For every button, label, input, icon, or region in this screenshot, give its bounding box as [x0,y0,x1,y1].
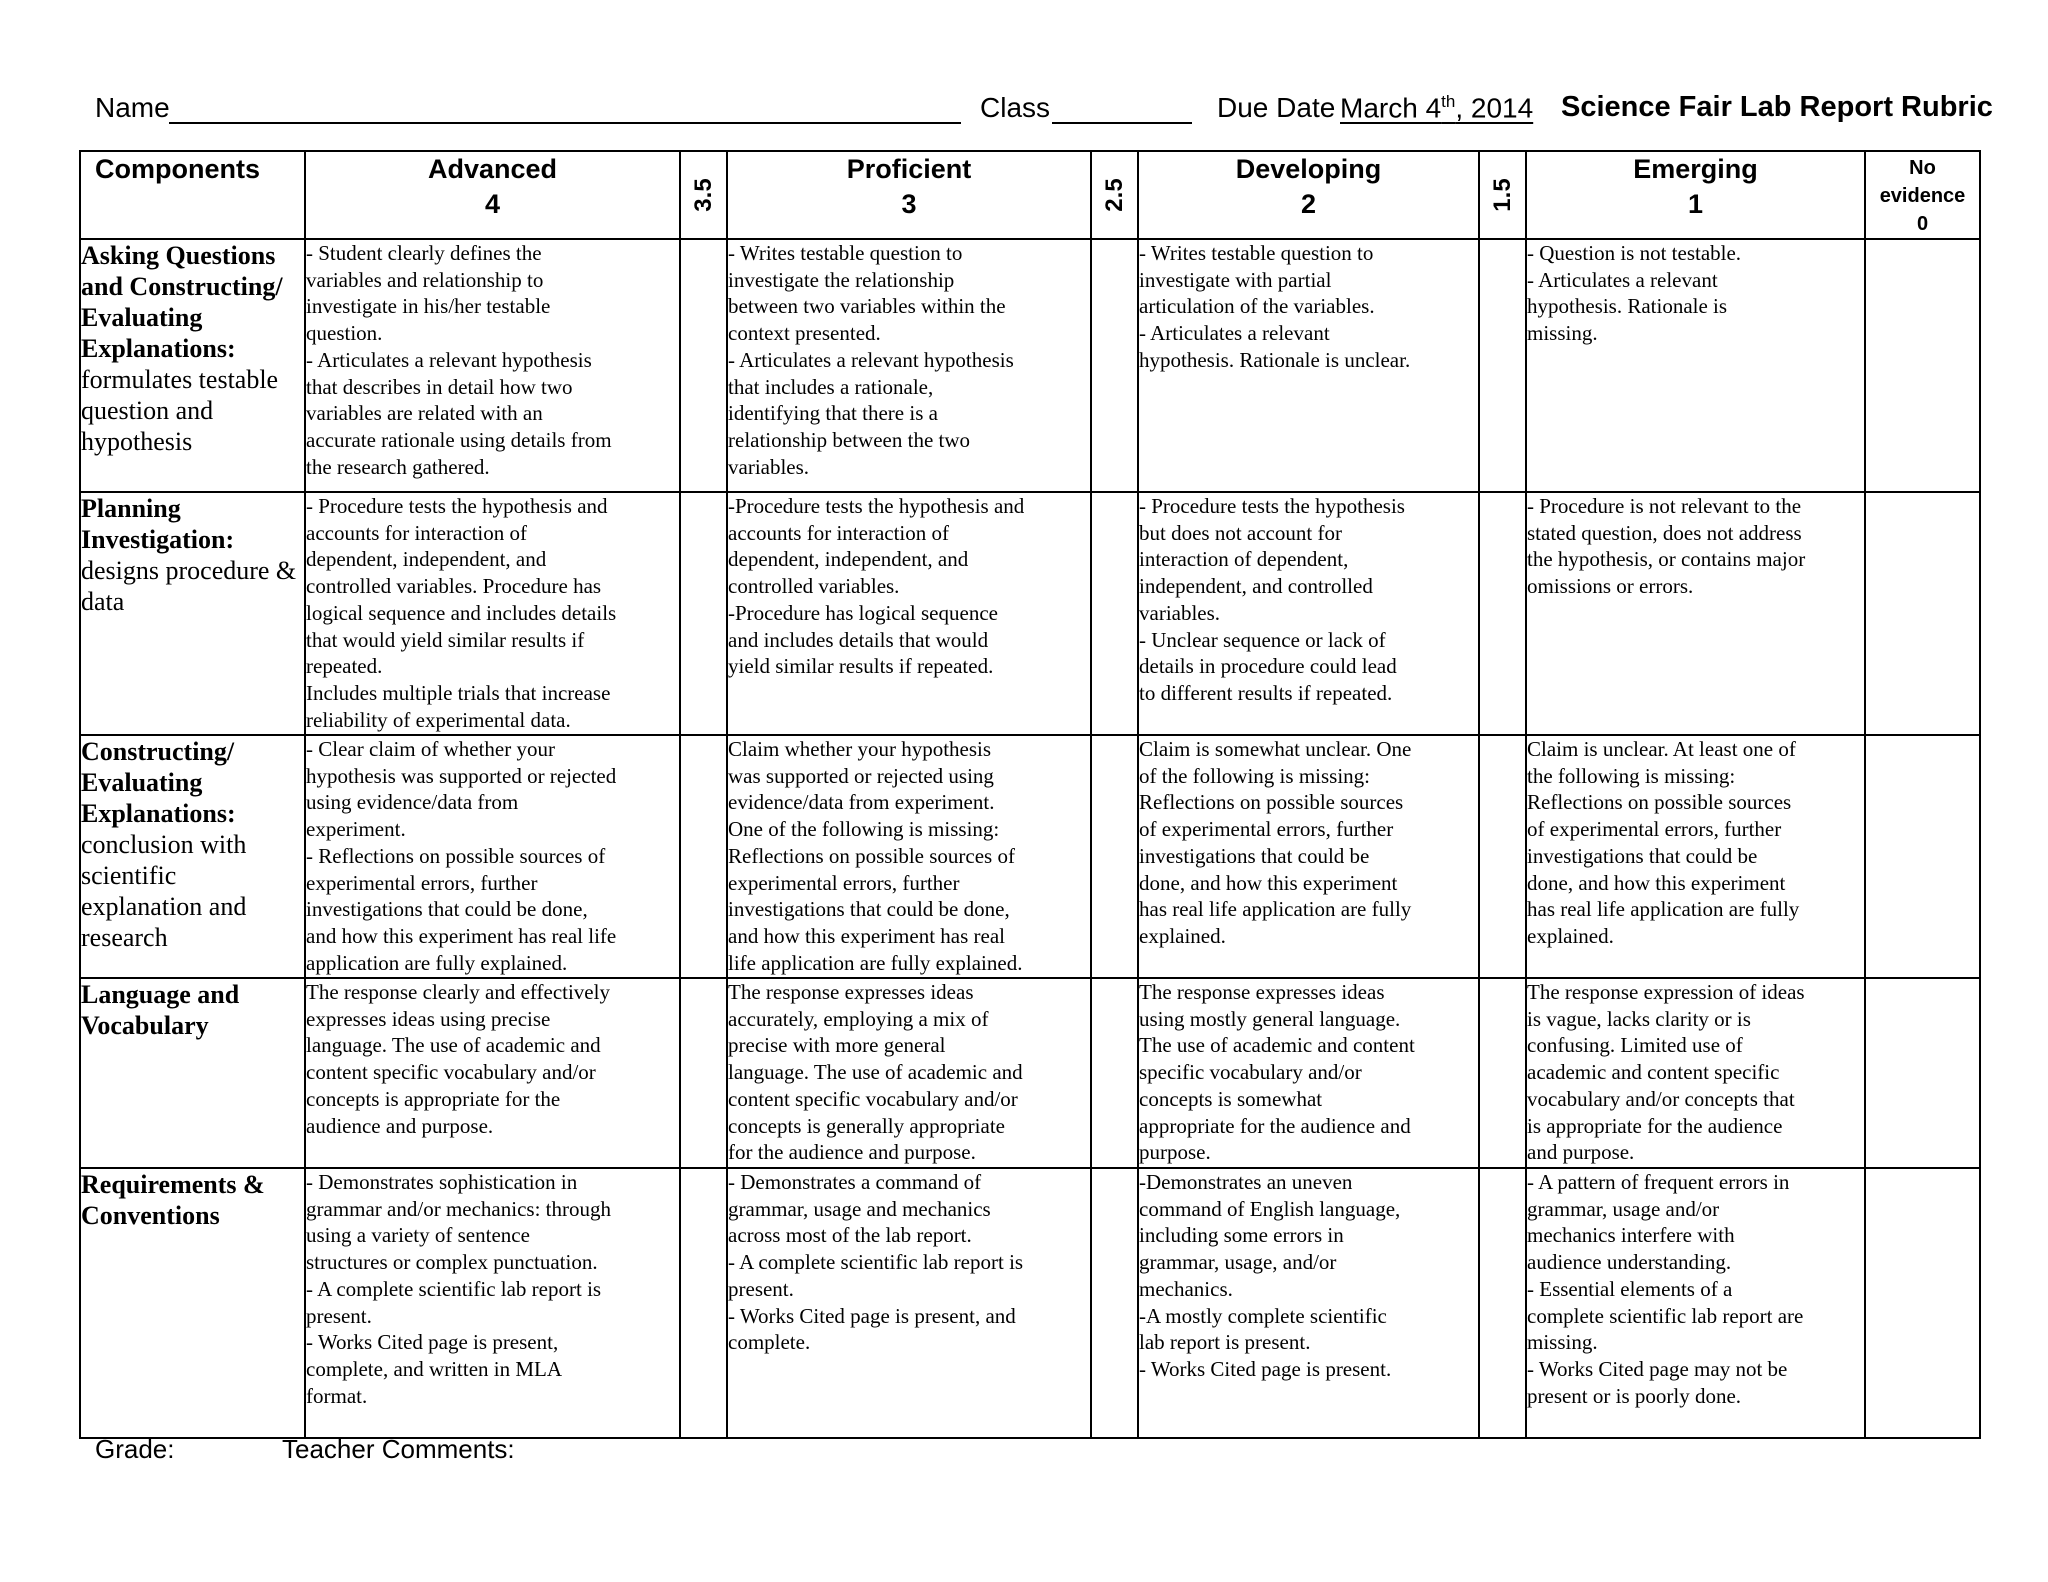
no-evidence-cell[interactable] [1865,239,1980,492]
no-evidence-cell[interactable] [1865,735,1980,978]
header-row [80,151,1980,239]
advanced-cell: - Student clearly defines the variables and relationship to investigate in his/her testable question. - Articulates a relevant hypothesis that describes in detail how two variables are related with an accurate rationale using details from the research gathered. [305,239,680,492]
teacher-comments-label: Teacher Comments: [282,1434,515,1464]
proficient-cell: The response expresses ideas accurately, employing a mix of precise with more general language. The use of academic and content specific vocabulary and/or concepts is generally appropriate for the audience and purpose. [727,978,1091,1168]
proficient-header: Proficient 3 [727,151,1091,239]
no-evidence-cell[interactable] [1865,492,1980,735]
rubric-row-planning [80,492,1980,735]
component-cell: Planning Investigation: designs procedure & data [80,492,305,735]
rubric-row-language [80,978,1980,1168]
emerging-header: Emerging 1 [1526,151,1865,239]
grade-label: Grade: [95,1434,175,1464]
no-evidence-cell[interactable] [1865,978,1980,1168]
developing-cell: The response expresses ideas using mostly general language. The use of academic and content specific vocabulary and/or concepts is somewhat appropriate for the audience and purpose. [1138,978,1479,1168]
component-cell: Language and Vocabulary [80,978,305,1168]
developing-cell: -Demonstrates an uneven command of English language, including some errors in grammar, usage, and/or mechanics. -A mostly complete scientific lab report is present. - Works Cited page is present. [1138,1168,1479,1438]
score-1-5-cell[interactable] [1479,735,1526,978]
score-3-5-cell[interactable] [680,492,727,735]
advanced-cell: - Procedure tests the hypothesis and accounts for interaction of dependent, independent, and controlled variables. Procedure has logical sequence and includes details that would yield similar results if repeated. Includes multiple trials that increase reliability of experimental data. [305,492,680,735]
name-label: Name [95,92,170,123]
score-2-5-cell[interactable] [1091,239,1138,492]
component-cell: Requirements & Conventions [80,1168,305,1438]
advanced-cell: - Clear claim of whether your hypothesis was supported or rejected using evidence/data from experiment. - Reflections on possible sources of experimental errors, further investigations that could be done, and how this experiment has real life application are fully explained. [305,735,680,978]
score-1-5-cell[interactable] [1479,239,1526,492]
due-date-value: March 4th, 2014 [1340,92,1534,124]
class-label: Class [980,92,1051,123]
name-field[interactable] [169,122,961,124]
rubric-row-questions [80,239,1980,492]
developing-cell: - Procedure tests the hypothesis but does not account for interaction of dependent, independent, and controlled variables. - Unclear sequence or lack of details in procedure could lead to different results if repeated. [1138,492,1479,735]
no-evidence-header: No evidence 0 [1865,151,1980,239]
score-3-5-cell[interactable] [680,978,727,1168]
advanced-header: Advanced 4 [305,151,680,239]
component-cell: Asking Questions and Constructing/ Evaluating Explanations: formulates testable question and hypothesis [80,239,305,492]
score-3-5-cell[interactable] [680,735,727,978]
advanced-cell: - Demonstrates sophistication in grammar and/or mechanics: through using a variety of sentence structures or complex punctuation. - A complete scientific lab report is present. - Works Cited page is present, complete, and written in MLA format. [305,1168,680,1438]
score-2-5-cell[interactable] [1091,978,1138,1168]
developing-cell: Claim is somewhat unclear. One of the following is missing: Reflections on possible sources of experimental errors, further investigations that could be done, and how this experiment has real life application are fully explained. [1138,735,1479,978]
score-1-5-cell[interactable] [1479,1168,1526,1438]
proficient-cell: -Procedure tests the hypothesis and accounts for interaction of dependent, independent, and controlled variables. -Procedure has logical sequence and includes details that would yield similar results if repeated. [727,492,1091,735]
page-title: Science Fair Lab Report Rubric [1561,91,1993,123]
proficient-cell: Claim whether your hypothesis was supported or rejected using evidence/data from experiment. One of the following is missing: Reflections on possible sources of experimental errors, further investigations that could be done, and how this experiment has real life application are fully explained. [727,735,1091,978]
class-field[interactable] [1052,122,1192,124]
emerging-cell: - Procedure is not relevant to the stated question, does not address the hypothesis, or contains major omissions or errors. [1526,492,1865,735]
page-header [95,91,1993,136]
component-cell: Constructing/ Evaluating Explanations: conclusion with scientific explanation and research [80,735,305,978]
score-2-5-header: 2.5 [1091,151,1138,239]
developing-header: Developing 2 [1138,151,1479,239]
score-3-5-cell[interactable] [680,1168,727,1438]
advanced-cell: The response clearly and effectively expresses ideas using precise language. The use of academic and content specific vocabulary and/or concepts is appropriate for the audience and purpose. [305,978,680,1168]
score-1-5-cell[interactable] [1479,492,1526,735]
emerging-cell: - Question is not testable. - Articulates a relevant hypothesis. Rationale is missing. [1526,239,1865,492]
score-3-5-cell[interactable] [680,239,727,492]
score-2-5-cell[interactable] [1091,1168,1138,1438]
emerging-cell: - A pattern of frequent errors in grammar, usage and/or mechanics interfere with audience understanding. - Essential elements of a complete scientific lab report are missing. - Works Cited page may not be present or is poorly done. [1526,1168,1865,1438]
proficient-cell: - Demonstrates a command of grammar, usage and mechanics across most of the lab report. - A complete scientific lab report is present. - Works Cited page is present, and complete. [727,1168,1091,1438]
emerging-cell: The response expression of ideas is vague, lacks clarity or is confusing. Limited use of academic and content specific vocabulary and/or concepts that is appropriate for the audience and purpose. [1526,978,1865,1168]
emerging-cell: Claim is unclear. At least one of the following is missing: Reflections on possible sources of experimental errors, further investigations that could be done, and how this experiment has real life application are fully explained. [1526,735,1865,978]
score-2-5-cell[interactable] [1091,492,1138,735]
score-1-5-header: 1.5 [1479,151,1526,239]
score-1-5-cell[interactable] [1479,978,1526,1168]
proficient-cell: - Writes testable question to investigate the relationship between two variables within the context presented. - Articulates a relevant hypothesis that includes a rationale, identifying that there is a relationship between the two variables. [727,239,1091,492]
rubric-row-conventions [80,1168,1980,1438]
due-date-label: Due Date [1217,92,1336,123]
score-2-5-cell[interactable] [1091,735,1138,978]
no-evidence-cell[interactable] [1865,1168,1980,1438]
components-header: Components [80,151,305,239]
developing-cell: - Writes testable question to investigate with partial articulation of the variables. - Articulates a relevant hypothesis. Rationale is unclear. [1138,239,1479,492]
rubric-table [79,150,1981,1439]
rubric-row-conclusion [80,735,1980,978]
score-3-5-header: 3.5 [680,151,727,239]
